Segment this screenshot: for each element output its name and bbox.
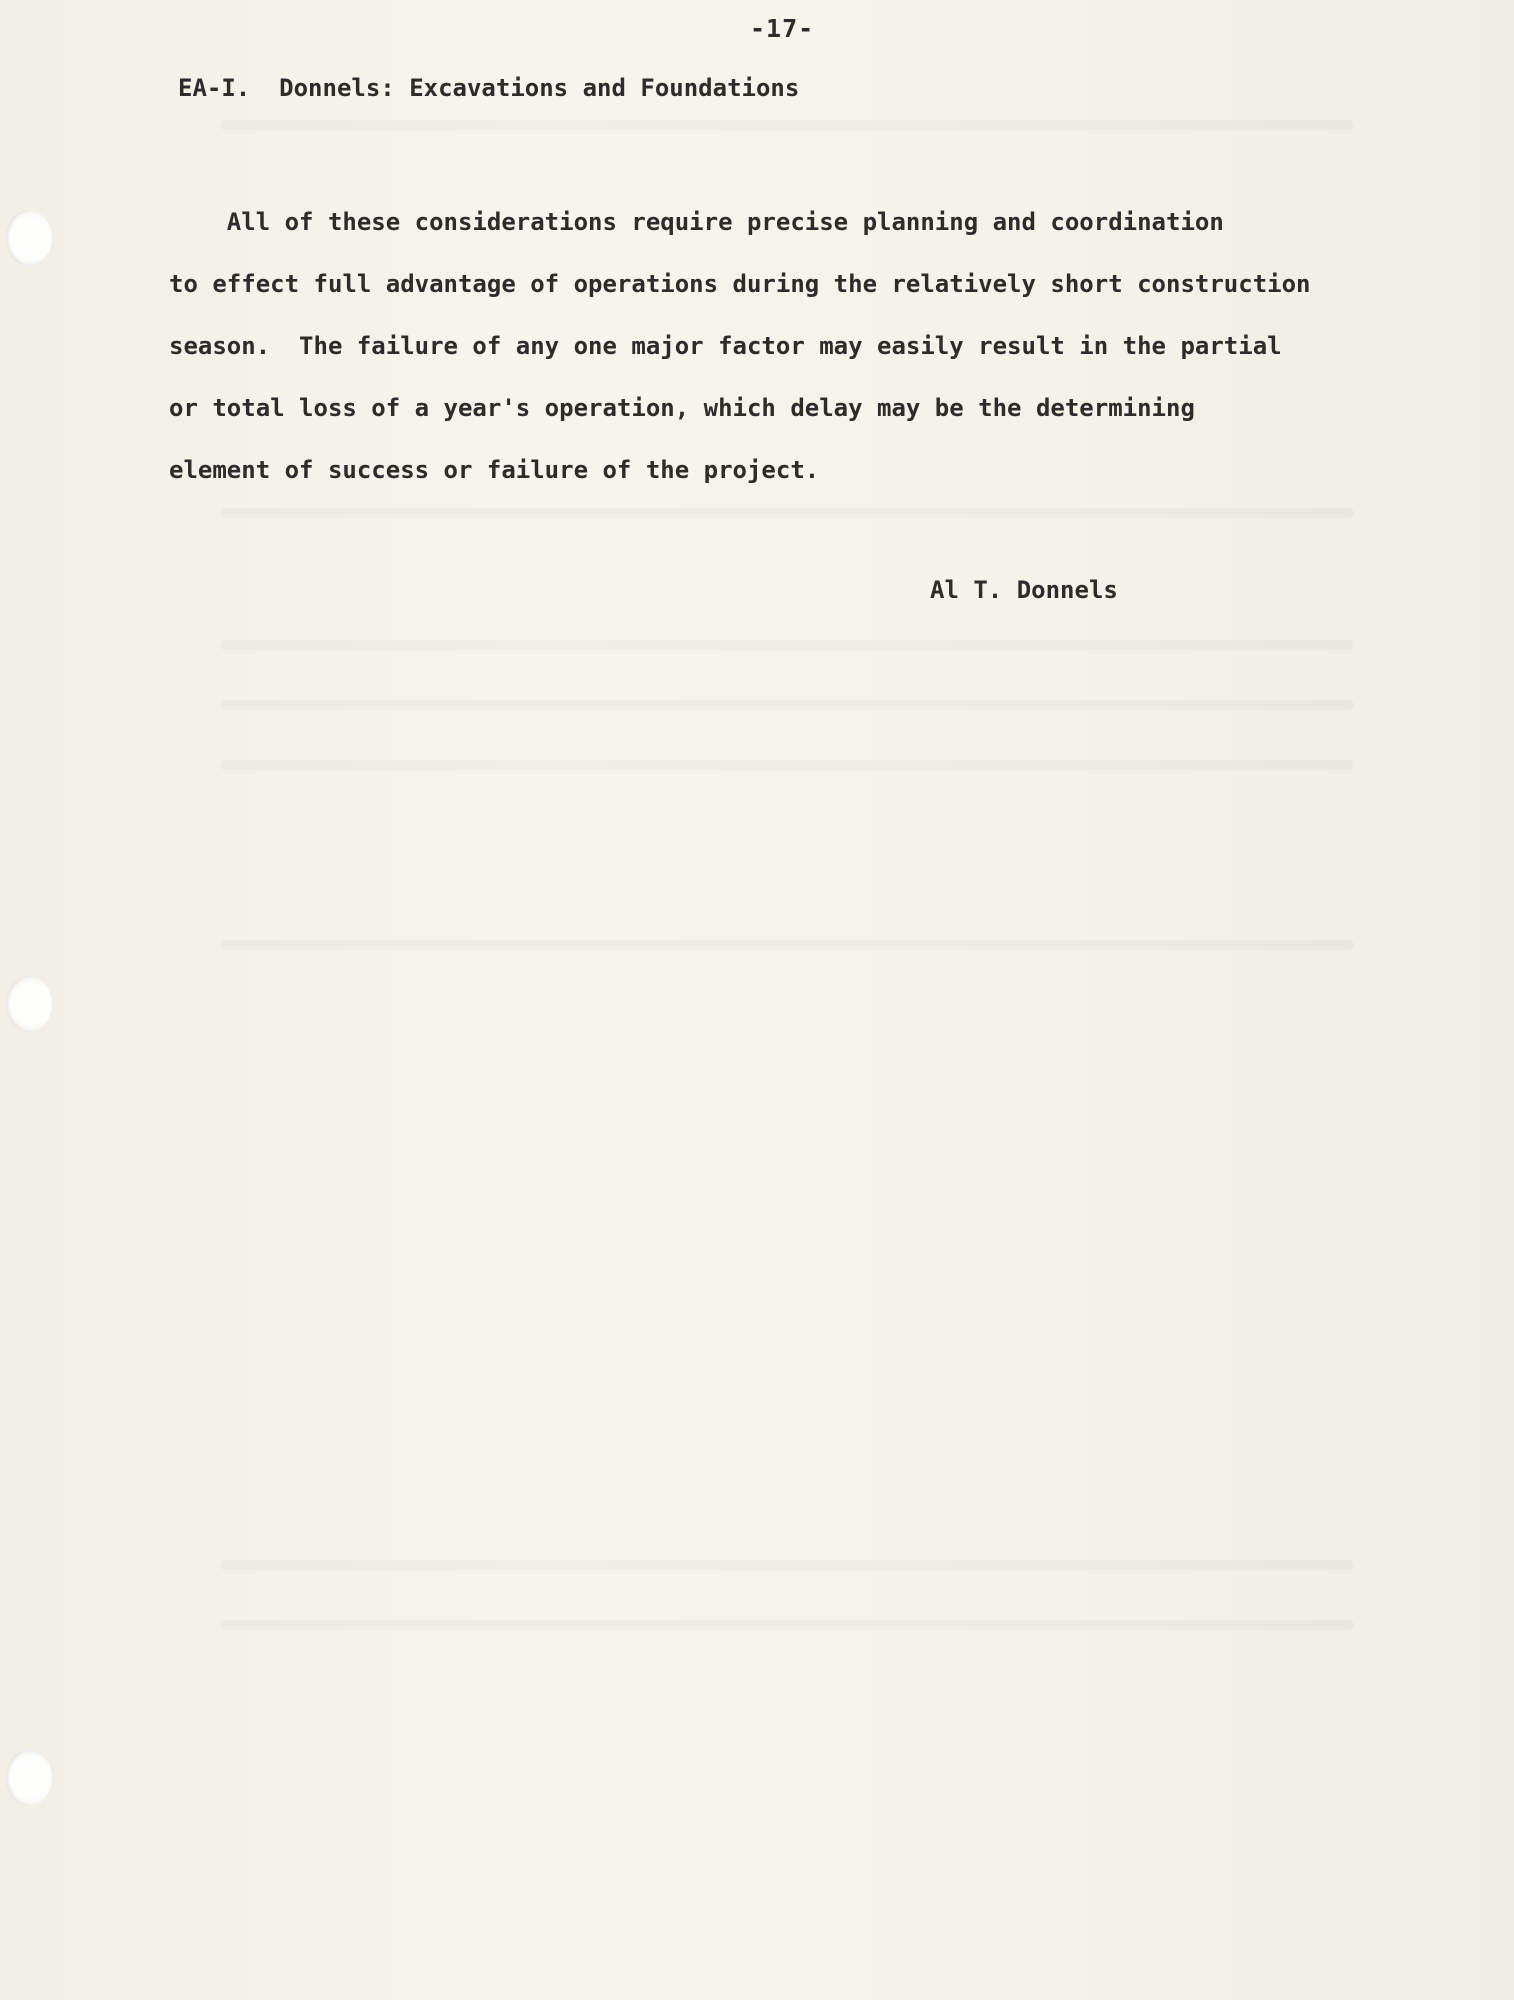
bleed-through-mark bbox=[220, 508, 1354, 518]
section-header: EA-I. Donnels: Excavations and Foundations bbox=[178, 74, 800, 102]
paragraph-line: or total loss of a year's operation, which delay may be the determining bbox=[169, 394, 1195, 422]
bleed-through-mark bbox=[220, 120, 1354, 130]
bleed-through-mark bbox=[220, 940, 1354, 950]
bleed-through-mark bbox=[220, 1620, 1354, 1630]
paragraph-line: element of success or failure of the project. bbox=[169, 456, 820, 484]
paragraph-line: season. The failure of any one major factor may easily result in the partial bbox=[169, 332, 1282, 360]
bleed-through-mark bbox=[220, 1560, 1354, 1570]
punch-hole bbox=[6, 976, 52, 1032]
bleed-through-mark bbox=[220, 700, 1354, 710]
bleed-through-mark bbox=[220, 640, 1354, 650]
author-signature-line: Al T. Donnels bbox=[930, 576, 1118, 604]
punch-hole bbox=[6, 1750, 52, 1806]
bleed-through-mark bbox=[220, 760, 1354, 770]
paragraph-line: All of these considerations require precise planning and coordination bbox=[169, 208, 1224, 236]
punch-hole bbox=[6, 210, 52, 266]
page-number: -17- bbox=[750, 14, 815, 43]
paragraph-line: to effect full advantage of operations during the relatively short construction bbox=[169, 270, 1311, 298]
